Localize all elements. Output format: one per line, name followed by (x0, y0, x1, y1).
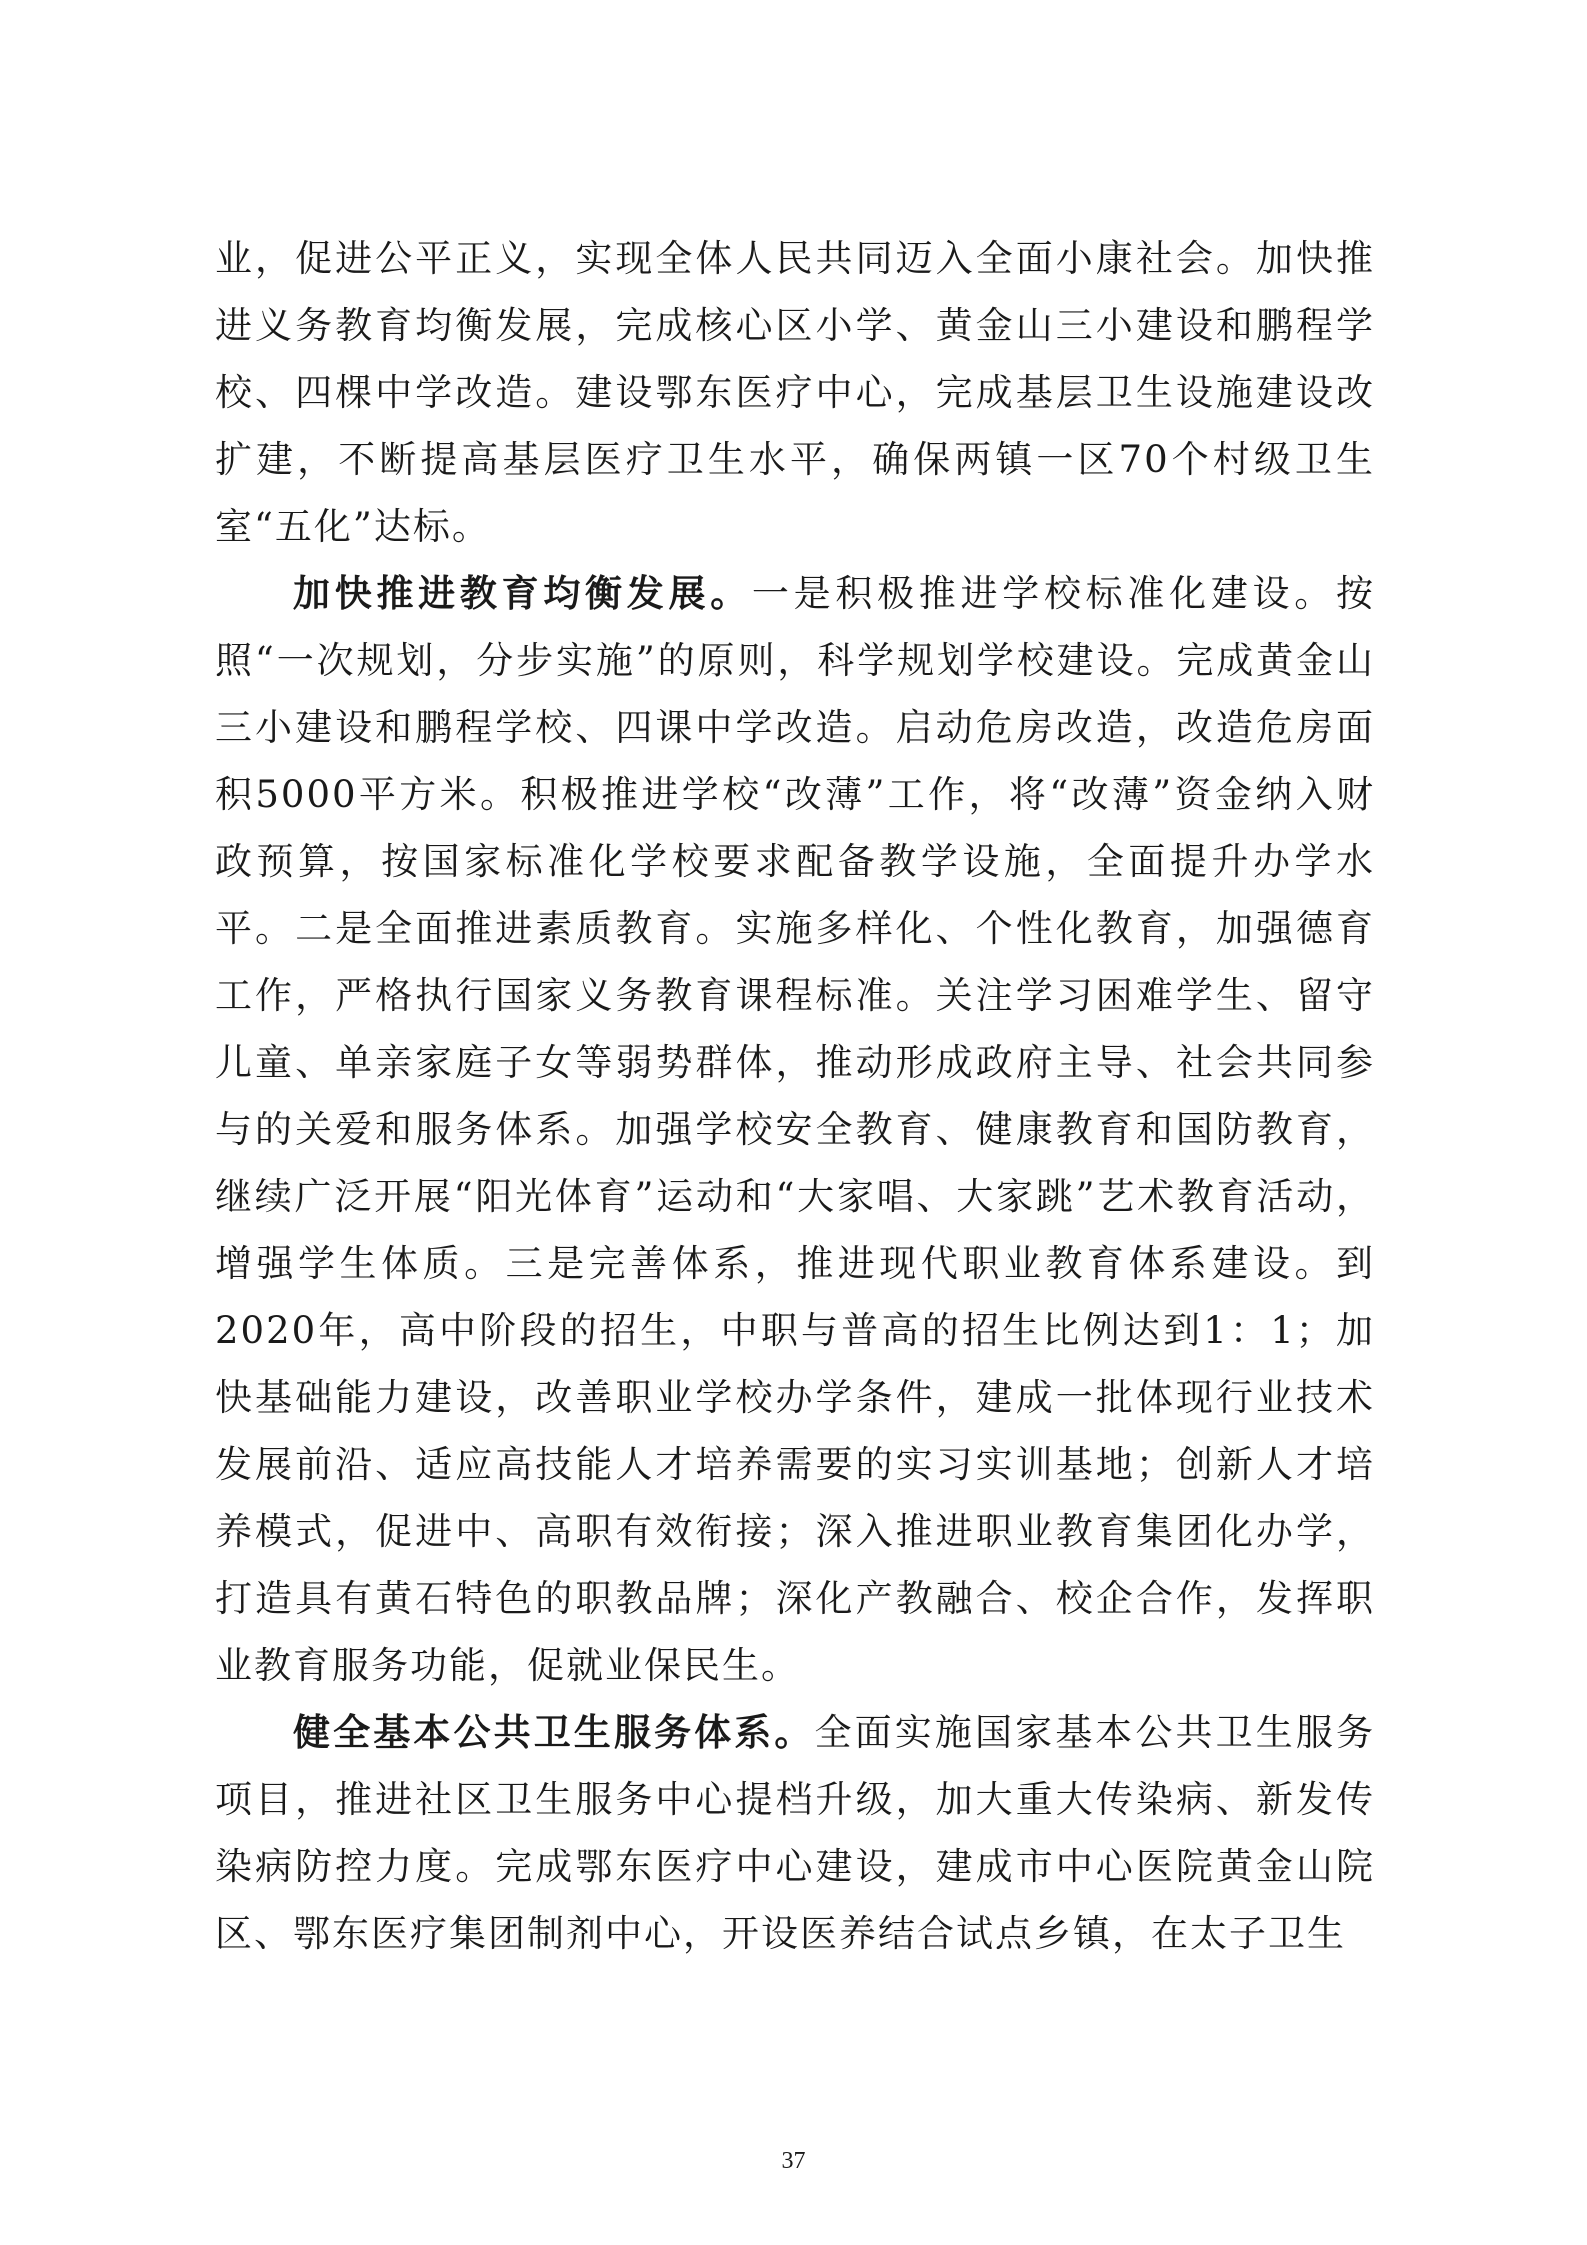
paragraph-text: 业，促进公平正义，实现全体人民共同迈入全面小康社会。加快推进义务教育均衡发展，完成核心区小学、黄金山三小建设和鹏程学校、四棵中学改造。建设鄂东医疗中心，完成基层卫生设施建设改扩建，不断提高基层医疗卫生水平，确保两镇一区70个村级卫生室“五化”达标。 (215, 237, 1375, 548)
paragraph-education (215, 560, 1375, 1699)
paragraph-text: 全面实施国家基本公共卫生服务项目，推进社区卫生服务中心提档升级，加大重大传染病、新发传染病防控力度。完成鄂东医疗中心建设，建成市中心医院黄金山院区、鄂东医疗集团制剂中心，开设医养结合试点乡镇，在太子卫生 (215, 1711, 1375, 1955)
paragraph-heading: 加快推进教育均衡发展。 (293, 571, 752, 615)
paragraph-heading: 健全基本公共卫生服务体系。 (293, 1710, 815, 1754)
page-number: 37 (781, 2148, 806, 2174)
paragraph-text: 一是积极推进学校标准化建设。按照“一次规划，分步实施”的原则，科学规划学校建设。完成黄金山三小建设和鹏程学校、四课中学改造。启动危房改造，改造危房面积5000平方米。积极推进学校“改薄”工作，将“改薄”资金纳入财政预算，按国家标准化学校要求配备教学设施，全面提升办学水平。二是全面推进素质教育。实施多样化、个性化教育，加强德育工作，严格执行国家义务教育课程标准。关注学习困难学生、留守儿童、单亲家庭子女等弱势群体，推动形成政府主导、社会共同参与的关爱和服务体系。加强学校安全教育、健康教育和国防教育，继续广泛开展“阳光体育”运动和“大家唱、大家跳”艺术教育活动，增强学生体质。三是完善体系，推进现代职业教育体系建设。到2020年，高中阶段的招生，中职与普高的招生比例达到1：1；加快基础能力建设，改善职业学校办学条件，建成一批体现行业技术发展前沿、适应高技能人才培养需要的实习实训基地；创新人才培养模式，促进中、高职有效衔接；深入推进职业教育集团化办学，打造具有黄石特色的职教品牌；深化产教融合、校企合作，发挥职业教育服务功能，促就业保民生。 (215, 572, 1376, 1687)
paragraph-health (215, 1699, 1375, 1967)
paragraph-continuation (215, 225, 1375, 560)
document-body (215, 225, 1375, 1967)
